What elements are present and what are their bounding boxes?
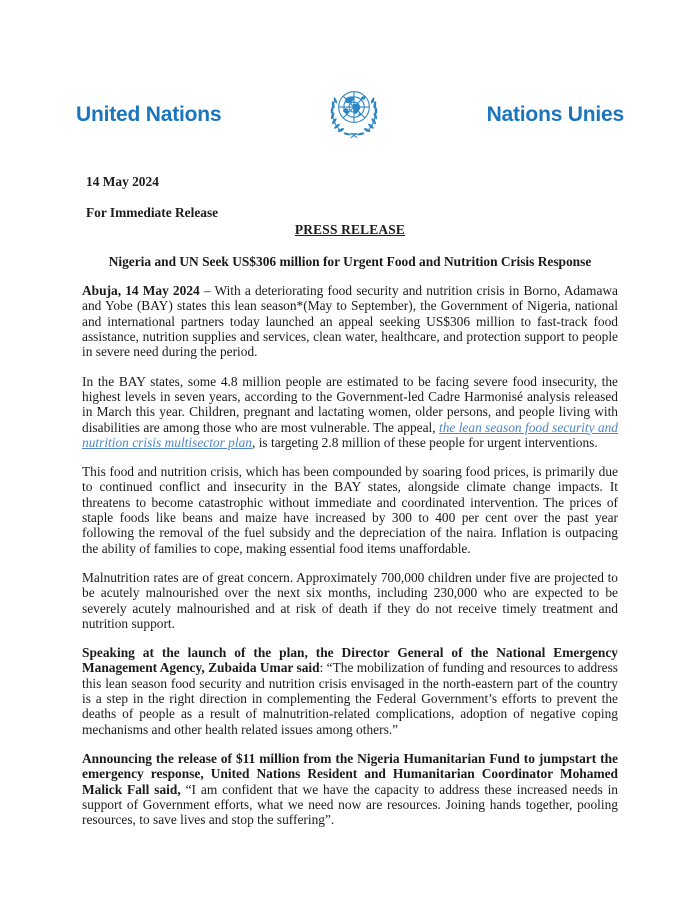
united-nations-wordmark: United Nations <box>76 103 222 126</box>
nema-quote-attribution: Speaking at the launch of the plan, the Director General of the National Emergency Management Agency, Zubaida Umar said <box>82 645 618 676</box>
paragraph-rc-quote <box>82 751 618 827</box>
paragraph-bay-states-text: In the BAY states, some 4.8 million people are estimated to be facing severe food insecurity, the highest levels in seven years, according to the Government-led Cadre Harmonisé analysis released in March this year. Children, pregnant and lactating women, older persons, and people living with disabilities are among those who are most vulnerable. The appeal, <box>82 373 618 435</box>
press-release-label: PRESS RELEASE <box>294 221 406 237</box>
headline: Nigeria and UN Seek US$306 million for Urgent Food and Nutrition Crisis Response <box>108 253 592 269</box>
un-emblem-icon <box>321 84 387 146</box>
paragraph-bay-states <box>82 374 618 450</box>
paragraph-malnutrition: Malnutrition rates are of great concern. Approximately 700,000 children under five are projected to be acutely malnourished over the next six months, including 230,000 who are expected to be severely acutely malnourished and at risk of death if they do not receive timely treatment and nutrition support. <box>82 569 618 631</box>
rc-quote-attribution: Announcing the release of $11 million from the Nigeria Humanitarian Fund to jumpstart the emergency response, United Nations Resident and Humanitarian Coordinator Mohamed Malick Fall said, <box>82 750 618 797</box>
document-body <box>82 174 618 841</box>
document-header <box>76 84 624 146</box>
rc-quote-text: “I am confident that we have the capacity to address these increased needs in support of Government efforts, what we need now are resources. Joining hands together, pooling resources, to save lives and stop the suffering”. <box>82 781 618 828</box>
multisector-plan-link[interactable]: the lean season food security and nutrition crisis multisector plan <box>82 419 618 450</box>
nema-quote-text: : “The mobilization of funding and resources to address this lean season food security and nutrition crisis envisaged in the north-eastern part of the country is a step in the right direction in complementing the Federal Government’s efforts to prevent the deaths of people as a result of malnutrition-related complications, adoption of negative coping mechanisms and other health related issues among others.” <box>82 660 618 737</box>
dateline: Abuja, 14 May 2024 <box>82 283 200 299</box>
paragraph-lead-text: – With a deteriorating food security and nutrition crisis in Borno, Adamawa and Yobe (BAY) states this lean season*(May to September), the Government of Nigeria, national and international partners today launched an appeal seeking US$306 million to fast-track food assistance, nutrition supplies and services, clean water, healthcare, and protection support to people in severe need during the period. <box>82 283 618 360</box>
paragraph-nema-quote <box>82 645 618 737</box>
release-date: 14 May 2024 <box>86 174 159 189</box>
paragraph-lead <box>82 283 618 359</box>
paragraph-crisis-causes: This food and nutrition crisis, which has been compounded by soaring food prices, is primarily due to continued conflict and insecurity in the BAY states, alongside climate change impacts. It threatens to become catastrophic without immediate and coordinated intervention. The prices of staple foods like beans and maize have increased by 300 to 400 per cent over the past year following the removal of the fuel subsidy and the depreciation of the naira. Inflation is outpacing the ability of families to cope, making essential food items unaffordable. <box>82 464 618 556</box>
release-status-line: For Immediate Release <box>86 205 219 221</box>
nations-unies-wordmark: Nations Unies <box>486 103 624 126</box>
paragraph-bay-states-tail: , is targeting 2.8 million of these people for urgent interventions. <box>252 434 598 450</box>
